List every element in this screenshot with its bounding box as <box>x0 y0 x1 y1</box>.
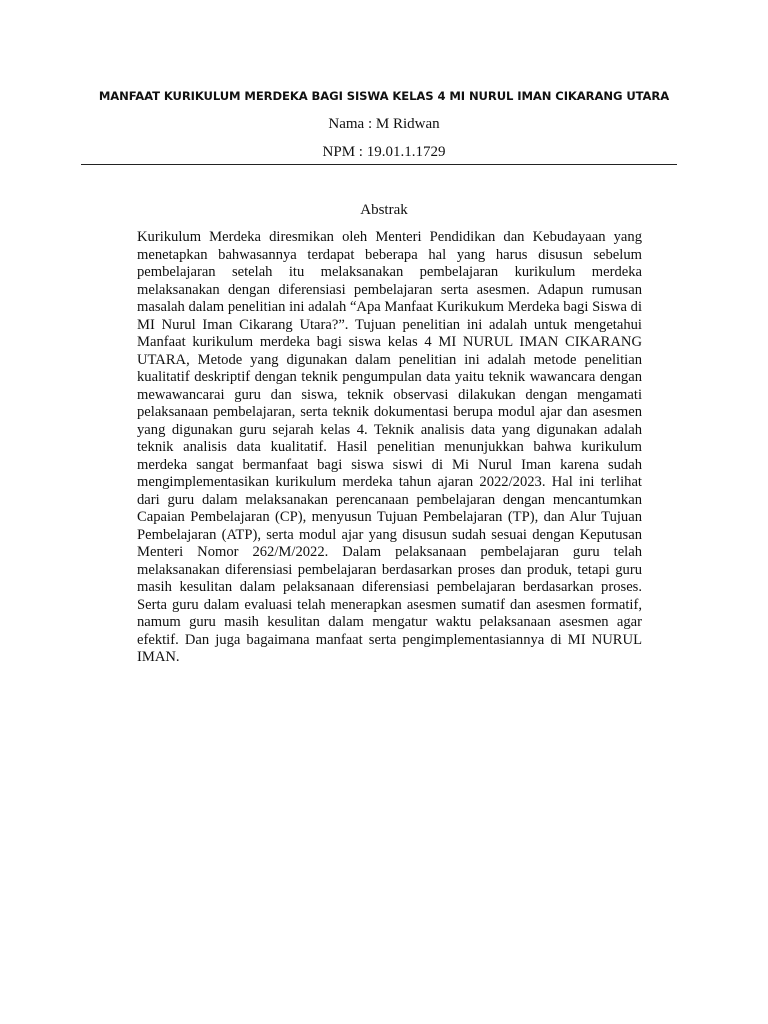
paper-title: MANFAAT KURIKULUM MERDEKA BAGI SISWA KELAS 4 MI NURUL IMAN CIKARANG UTARA <box>98 89 670 103</box>
header-divider <box>81 164 677 165</box>
abstract-text: Kurikulum Merdeka diresmikan oleh Menteri Pendidikan dan Kebudayaan yang menetapkan bahwasannya terdapat beberapa hal yang harus disusun sebelum pembelajaran setelah itu melaksanakan pembelajaran kurikulum merdeka melaksanakan dengan diferensiasi pembelajaran serta asesmen. Adapun rumusan masalah dalam penelitian ini adalah “Apa Manfaat Kurikukum Merdeka bagi Siswa di MI Nurul Iman Cikarang Utara?”. Tujuan penelitian ini adalah untuk mengetahui Manfaat kurikulum merdeka bagi siswa kelas 4 MI NURUL IMAN CIKARANG UTARA, Metode yang digunakan dalam penelitian ini adalah metode penelitian kualitatif deskriptif dengan teknik pengumpulan data yaitu teknik wawancara dengan mewawancarai guru dan siswa, teknik observasi dilakukan dengan mengamati pelaksanaan pembelajaran, serta teknik dokumentasi berupa modul ajar dan asesmen yang digunakan guru sejarah kelas 4. Teknik analisis data yang digunakan adalah teknik analisis data kualitatif. Hasil penelitian menunjukkan bahwa kurikulum merdeka sangat bermanfaat bagi siswa siswi di Mi Nurul Iman karena sudah mengimplementasikan kurikulum merdeka tahun ajaran 2022/2023. Hal ini terlihat dari guru dalam melaksanakan perencanaan pembelajaran dengan mencantumkan Capaian Pembelajaran (CP), menyusun Tujuan Pembelajaran (TP), dan Alur Tujuan Pembelajaran (ATP), serta modul ajar yang disusun sudah sesuai dengan Keputusan Menteri Nomor 262/M/2022. Dalam pelaksanaan pembelajaran guru telah melaksanakan diferensiasi pembelajaran berdasarkan proses dan produk, tetapi guru masih kesulitan dalam pelaksanaan diferensiasi pembelajaran berdasarkan proses. Serta guru dalam evaluasi telah menerapkan asesmen sumatif dan asesmen formatif, namum guru masih kesulitan dalam mengatur waktu pelaksanaan asesmen agar efektif. Dan juga bagaimana manfaat serta pengimplementasiannya di MI NURUL IMAN. <box>137 229 642 665</box>
author-npm: NPM : 19.01.1.1729 <box>322 144 446 160</box>
abstract-heading: Abstrak <box>360 202 408 218</box>
author-name: Nama : M Ridwan <box>328 116 440 132</box>
